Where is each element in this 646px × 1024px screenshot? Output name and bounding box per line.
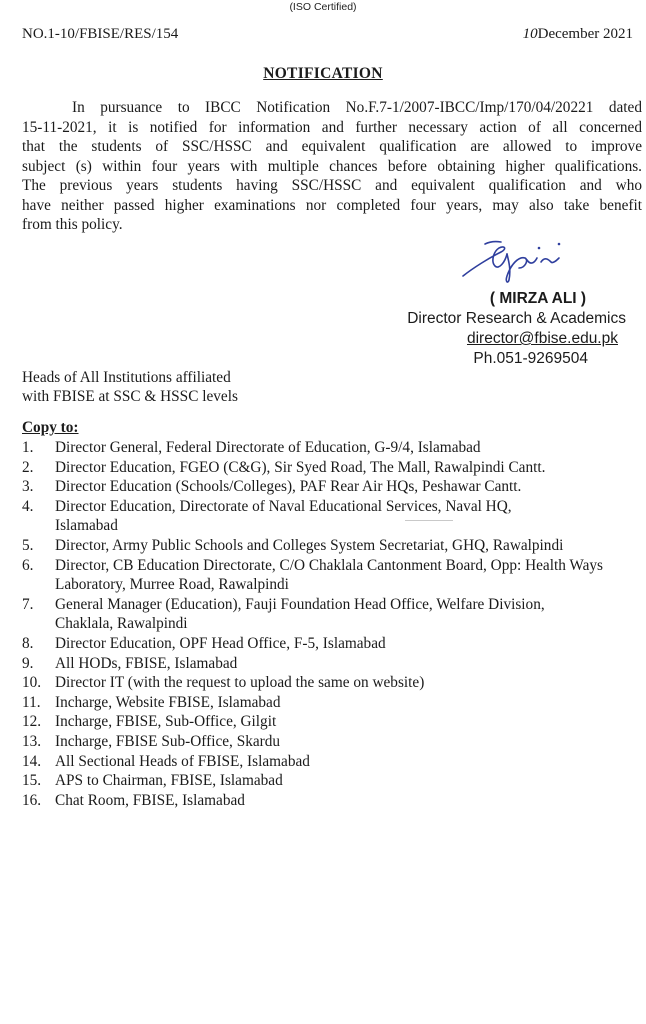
item-text: Incharge, FBISE Sub-Office, Skardu xyxy=(55,732,281,750)
item-text: Director Education, Directorate of Naval Educational Services, Naval HQ, Islamabad xyxy=(55,497,512,535)
list-item xyxy=(22,595,632,634)
item-text: APS to Chairman, FBISE, Islamabad xyxy=(55,772,283,790)
item-number: 11. xyxy=(22,693,41,711)
signatory-email-link[interactable]: director@fbise.edu.pk xyxy=(466,330,618,347)
item-number: 13. xyxy=(22,732,42,750)
item-number: 9. xyxy=(22,654,34,672)
notification-date xyxy=(523,26,633,43)
body-line: subject (s) within four years with multiple chances before obtaining higher qualifications. xyxy=(22,157,642,175)
list-item xyxy=(22,654,632,674)
list-item xyxy=(22,477,632,497)
item-text: Incharge, Website FBISE, Islamabad xyxy=(55,693,281,711)
item-text: Director IT (with the request to upload the same on website) xyxy=(55,674,425,692)
body-line: 15-11-2021, it is notified for information and further necessary action of all concerned xyxy=(22,118,642,136)
list-item xyxy=(22,438,632,458)
item-text: Chat Room, FBISE, Islamabad xyxy=(55,791,245,809)
list-item xyxy=(22,634,632,654)
notification-body xyxy=(22,98,642,235)
signatory-name: ( MIRZA ALI ) xyxy=(489,290,587,307)
body-line: that the students of SSC/HSSC and equivalent qualification are allowed to improve xyxy=(22,138,642,155)
list-item xyxy=(22,497,632,536)
item-number: 5. xyxy=(22,536,34,554)
list-item xyxy=(22,536,632,556)
item-number: 3. xyxy=(22,478,34,496)
list-item xyxy=(22,752,632,772)
item-text: Incharge, FBISE, Sub-Office, Gilgit xyxy=(55,713,277,731)
list-item xyxy=(22,673,632,693)
recipient-line: with FBISE at SSC & HSSC levels xyxy=(22,387,238,405)
item-text: Director Education, FGEO (C&G), Sir Syed Road, The Mall, Rawalpindi Cantt. xyxy=(55,458,546,476)
recipient-block xyxy=(22,369,238,406)
item-number: 6. xyxy=(22,556,34,574)
copy-to-list xyxy=(22,438,632,810)
item-number: 4. xyxy=(22,497,34,515)
item-number: 12. xyxy=(22,713,42,731)
item-text: Director General, Federal Directorate of Education, G-9/4, Islamabad xyxy=(55,439,481,456)
list-item xyxy=(22,693,632,713)
handwritten-signature xyxy=(455,232,575,287)
date-month-year: December 2021 xyxy=(537,26,633,42)
recipient-line: Heads of All Institutions affiliated xyxy=(22,369,231,386)
list-item xyxy=(22,732,632,752)
date-day: 10 xyxy=(522,26,538,42)
body-line: In pursuance to IBCC Notification No.F.7-1/2007-IBCC/Imp/170/04/20221 dated xyxy=(72,99,642,116)
reference-number: NO.1-10/FBISE/RES/154 xyxy=(22,26,179,42)
item-text: Director Education (Schools/Colleges), PAF Rear Air HQs, Peshawar Cantt. xyxy=(55,478,522,496)
item-number: 14. xyxy=(22,752,42,770)
item-number: 2. xyxy=(22,458,34,476)
list-item xyxy=(22,791,632,811)
list-item xyxy=(22,712,632,732)
item-text: All Sectional Heads of FBISE, Islamabad xyxy=(55,752,310,770)
item-number: 16. xyxy=(22,791,42,809)
body-line: The previous years students having SSC/HSSC and equivalent qualification and who xyxy=(22,177,642,194)
item-text: Director Education, OPF Head Office, F-5, Islamabad xyxy=(55,634,386,652)
list-item xyxy=(22,771,632,791)
item-text: Director, Army Public Schools and Colleges System Secretariat, GHQ, Rawalpindi xyxy=(55,536,564,554)
signatory-title: Director Research & Academics xyxy=(407,310,626,327)
item-number: 8. xyxy=(22,634,34,652)
item-number: 10. xyxy=(22,674,42,692)
item-number: 7. xyxy=(22,595,34,613)
copy-to-heading: Copy to: xyxy=(22,419,79,436)
notification-title: NOTIFICATION xyxy=(263,65,383,82)
item-text: All HODs, FBISE, Islamabad xyxy=(55,654,238,672)
item-number: 1. xyxy=(22,439,34,456)
iso-certified-label: (ISO Certified) xyxy=(289,1,357,13)
body-line: have neither passed higher examinations nor completed four years, may also take benefit xyxy=(22,196,642,214)
signature-block xyxy=(380,289,626,369)
body-line: from this policy. xyxy=(22,216,123,233)
item-text: General Manager (Education), Fauji Foundation Head Office, Welfare Division, Chaklala, Rawalpindi xyxy=(55,595,545,633)
item-number: 15. xyxy=(22,772,42,790)
signatory-phone: Ph.051-9269504 xyxy=(473,350,588,367)
list-item xyxy=(22,458,632,478)
list-item xyxy=(22,556,632,595)
item-text: Director, CB Education Directorate, C/O Chaklala Cantonment Board, Opp: Health Ways Laboratory, Murree Road, Rawalpindi xyxy=(55,556,603,594)
